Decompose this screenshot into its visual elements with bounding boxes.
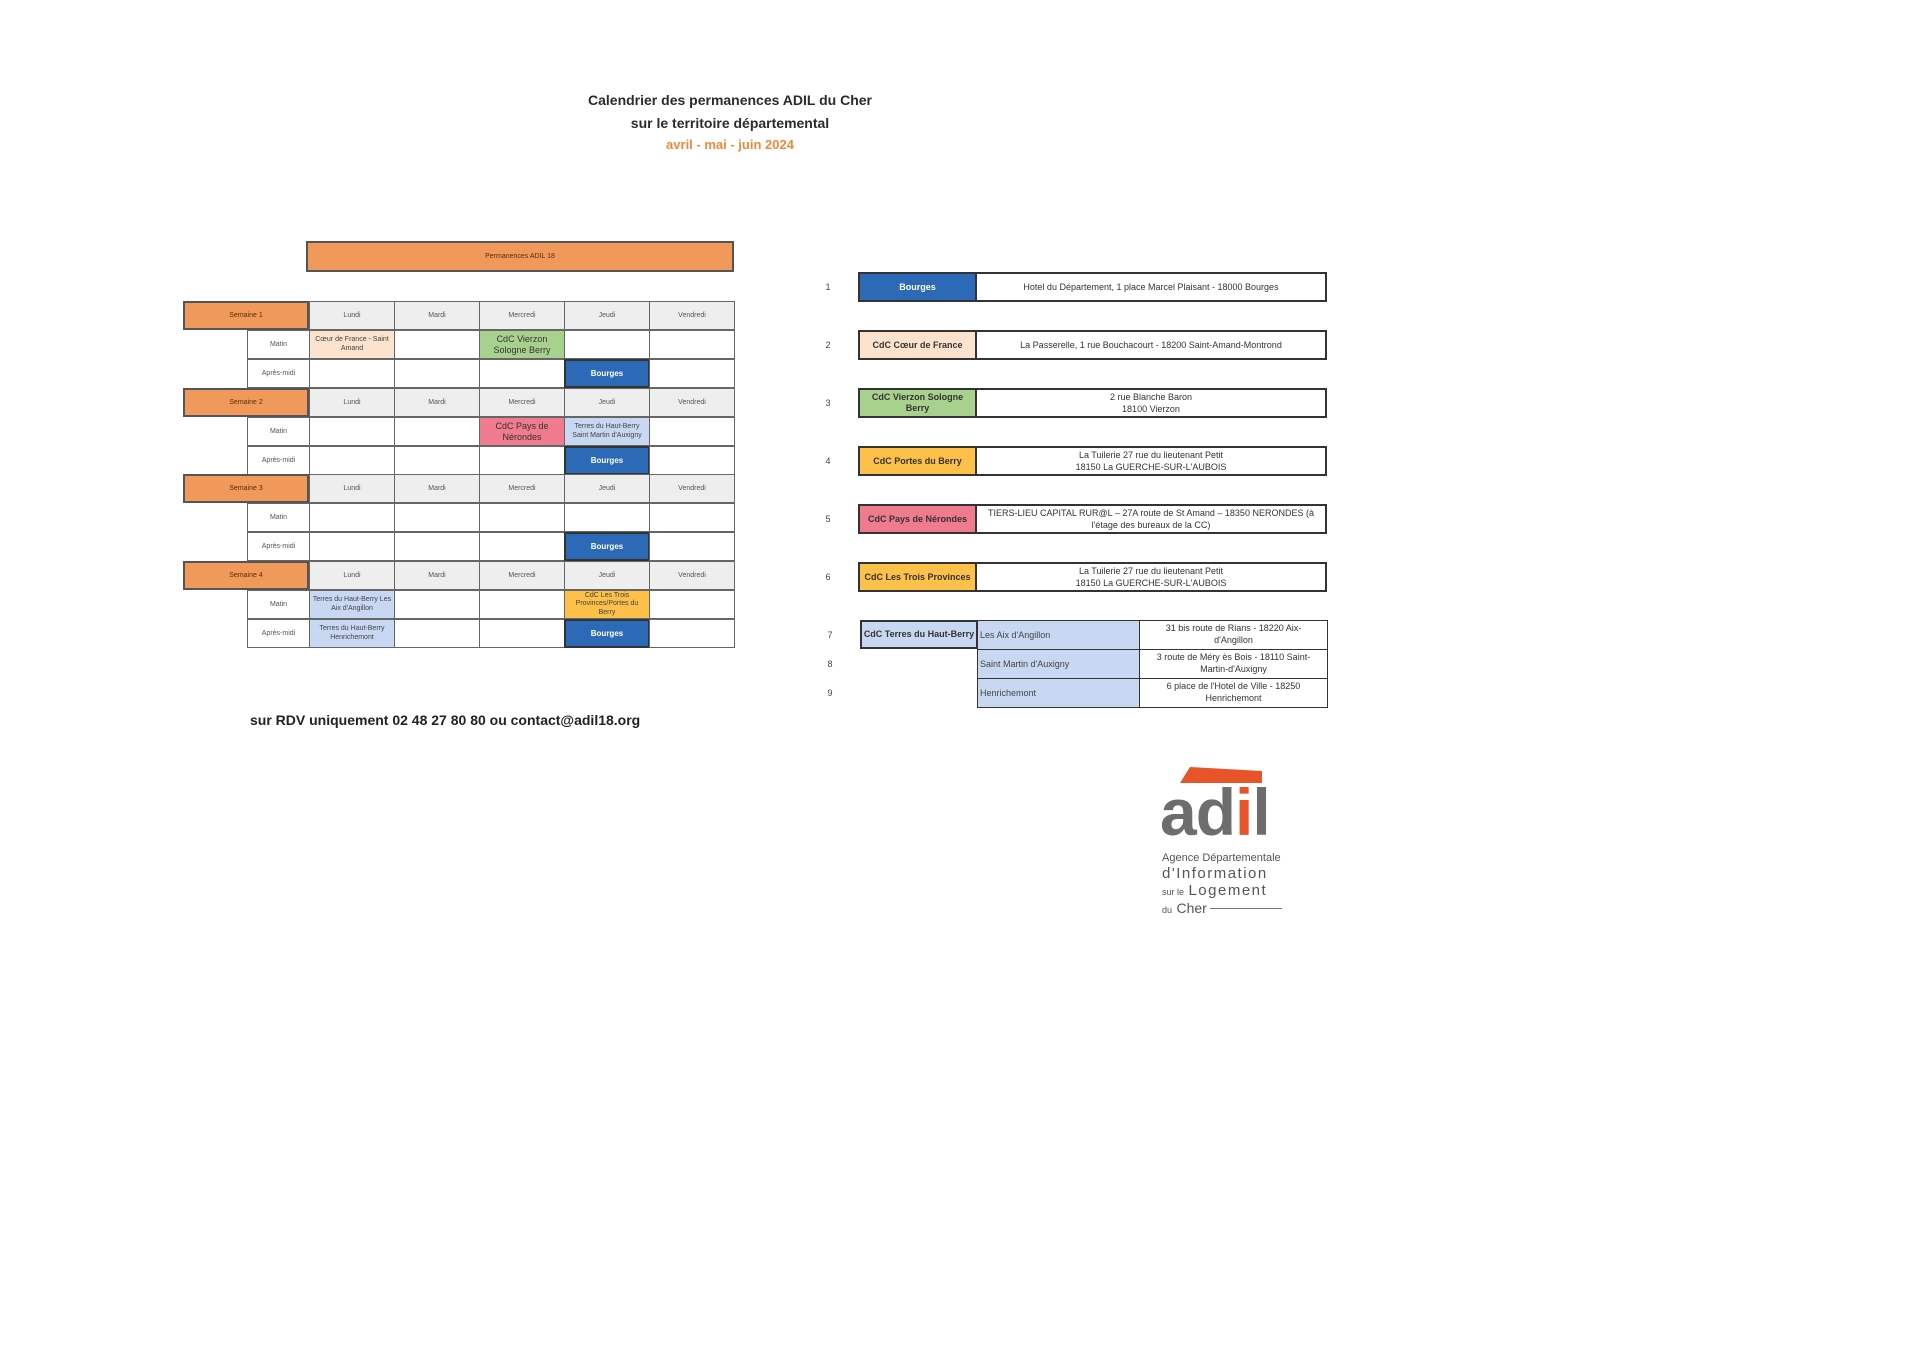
schedule-cell bbox=[649, 590, 735, 619]
day-header: Jeudi bbox=[564, 301, 650, 330]
bourges-cell: Bourges bbox=[564, 619, 650, 648]
legend-number: 6 bbox=[825, 572, 831, 582]
legend-sub-address: 3 route de Méry ès Bois - 18110 Saint- Martin-d'Auxigny bbox=[1139, 649, 1328, 679]
legend-name: Bourges bbox=[858, 272, 977, 302]
legend-number: 9 bbox=[827, 688, 833, 698]
week-label: Semaine 3 bbox=[183, 474, 309, 503]
schedule-cell bbox=[394, 359, 480, 388]
day-header: Mercredi bbox=[479, 474, 565, 503]
schedule-cell bbox=[649, 359, 735, 388]
legend-sub-address: 6 place de l'Hotel de Ville - 18250 Henrichemont bbox=[1139, 678, 1328, 708]
legend-number: 1 bbox=[825, 282, 831, 292]
schedule-cell bbox=[394, 446, 480, 475]
legend-address: La Tuilerie 27 rue du lieutenant Petit 18150 La GUERCHE-SUR-L'AUBOIS bbox=[977, 562, 1327, 592]
legend-address: 2 rue Blanche Baron 18100 Vierzon bbox=[977, 388, 1327, 418]
schedule-cell bbox=[394, 619, 480, 648]
schedule-cell bbox=[564, 503, 650, 532]
page-title: Calendrier des permanences ADIL du Cher bbox=[588, 92, 872, 108]
schedule-cell bbox=[309, 503, 395, 532]
logo-line-2: d'Information bbox=[1162, 865, 1268, 882]
schedule-cell bbox=[394, 532, 480, 561]
day-header: Jeudi bbox=[564, 474, 650, 503]
week-label: Semaine 4 bbox=[183, 561, 309, 590]
schedule-cell: Cœur de France - Saint Amand bbox=[309, 330, 395, 359]
day-header: Vendredi bbox=[649, 388, 735, 417]
schedule-banner: Permanences ADIL 18 bbox=[306, 241, 734, 272]
day-header: Vendredi bbox=[649, 301, 735, 330]
legend-sub-name: Henrichemont bbox=[977, 678, 1140, 708]
day-header: Mardi bbox=[394, 388, 480, 417]
day-header: Jeudi bbox=[564, 561, 650, 590]
slot-label: Après-midi bbox=[247, 532, 310, 561]
day-header: Vendredi bbox=[649, 474, 735, 503]
day-header: Mercredi bbox=[479, 301, 565, 330]
schedule-cell bbox=[479, 619, 565, 648]
legend-address: Hotel du Département, 1 place Marcel Plaisant - 18000 Bourges bbox=[977, 272, 1327, 302]
day-header: Mardi bbox=[394, 301, 480, 330]
day-header: Lundi bbox=[309, 388, 395, 417]
schedule-cell bbox=[564, 330, 650, 359]
bourges-cell: Bourges bbox=[564, 359, 650, 388]
schedule-cell bbox=[479, 446, 565, 475]
schedule-cell bbox=[479, 503, 565, 532]
legend-name: CdC Cœur de France bbox=[858, 330, 977, 360]
page-subtitle: sur le territoire départemental bbox=[630, 115, 830, 131]
schedule-cell bbox=[479, 359, 565, 388]
period: avril - mai - juin 2024 bbox=[666, 137, 794, 152]
schedule-cell bbox=[394, 417, 480, 446]
day-header: Vendredi bbox=[649, 561, 735, 590]
logo-line-1: Agence Départementale bbox=[1162, 852, 1281, 864]
day-header: Lundi bbox=[309, 474, 395, 503]
contact-line: sur RDV uniquement 02 48 27 80 80 ou contact@adil18.org bbox=[250, 712, 641, 728]
day-header: Mercredi bbox=[479, 388, 565, 417]
schedule-cell bbox=[479, 590, 565, 619]
slot-label: Matin bbox=[247, 590, 310, 619]
logo-line-4: du Cher bbox=[1162, 901, 1282, 918]
legend-number: 5 bbox=[825, 514, 831, 524]
schedule-cell bbox=[394, 330, 480, 359]
legend-sub-name: Les Aix d'Angillon bbox=[977, 620, 1140, 650]
schedule-cell bbox=[394, 503, 480, 532]
week-label: Semaine 1 bbox=[183, 301, 309, 330]
schedule-cell: CdC Pays de Nérondes bbox=[479, 417, 565, 446]
legend-name: CdC Vierzon Sologne Berry bbox=[858, 388, 977, 418]
day-header: Jeudi bbox=[564, 388, 650, 417]
slot-label: Matin bbox=[247, 330, 310, 359]
legend-name-haut-berry: CdC Terres du Haut-Berry bbox=[860, 620, 978, 649]
schedule-cell bbox=[649, 446, 735, 475]
schedule-cell bbox=[309, 359, 395, 388]
legend-number: 3 bbox=[825, 398, 831, 408]
slot-label: Matin bbox=[247, 503, 310, 532]
schedule-cell: Terres du Haut-Berry Henrichemont bbox=[309, 619, 395, 648]
schedule-cell: CdC Vierzon Sologne Berry bbox=[479, 330, 565, 359]
legend-number: 7 bbox=[827, 630, 833, 640]
schedule-cell bbox=[649, 619, 735, 648]
day-header: Mardi bbox=[394, 561, 480, 590]
legend-address: TIERS-LIEU CAPITAL RUR@L – 27A route de St Amand – 18350 NERONDES (à l'étage des bureaux de la CC) bbox=[977, 504, 1327, 534]
legend-number: 2 bbox=[825, 340, 831, 350]
schedule-cell bbox=[649, 503, 735, 532]
legend-number: 8 bbox=[827, 659, 833, 669]
adil-logo bbox=[1158, 765, 1308, 925]
schedule-cell bbox=[309, 417, 395, 446]
legend-sub-name: Saint Martin d'Auxigny bbox=[977, 649, 1140, 679]
schedule-cell bbox=[649, 417, 735, 446]
slot-label: Après-midi bbox=[247, 446, 310, 475]
week-label: Semaine 2 bbox=[183, 388, 309, 417]
legend-address: La Passerelle, 1 rue Bouchacourt - 18200 Saint-Amand-Montrond bbox=[977, 330, 1327, 360]
slot-label: Matin bbox=[247, 417, 310, 446]
legend-name: CdC Pays de Nérondes bbox=[858, 504, 977, 534]
schedule-cell bbox=[394, 590, 480, 619]
schedule-cell bbox=[309, 446, 395, 475]
bourges-cell: Bourges bbox=[564, 446, 650, 475]
schedule-cell bbox=[309, 532, 395, 561]
schedule-cell bbox=[649, 330, 735, 359]
day-header: Mercredi bbox=[479, 561, 565, 590]
logo-wordmark: adil bbox=[1160, 775, 1270, 849]
schedule-cell: Terres du Haut-Berry Saint Martin d'Auxigny bbox=[564, 417, 650, 446]
schedule-cell bbox=[479, 532, 565, 561]
day-header: Mardi bbox=[394, 474, 480, 503]
schedule-cell bbox=[649, 532, 735, 561]
day-header: Lundi bbox=[309, 301, 395, 330]
legend-name: CdC Portes du Berry bbox=[858, 446, 977, 476]
legend-sub-address: 31 bis route de Rians - 18220 Aix- d'Angillon bbox=[1139, 620, 1328, 650]
slot-label: Après-midi bbox=[247, 359, 310, 388]
legend-name: CdC Les Trois Provinces bbox=[858, 562, 977, 592]
slot-label: Après-midi bbox=[247, 619, 310, 648]
schedule-cell: CdC Les Trois Provinces/Portes du Berry bbox=[564, 590, 650, 619]
legend-number: 4 bbox=[825, 456, 831, 466]
logo-line-3: sur le Logement bbox=[1162, 882, 1268, 899]
schedule-cell: Terres du Haut-Berry Les Aix d'Angillon bbox=[309, 590, 395, 619]
bourges-cell: Bourges bbox=[564, 532, 650, 561]
day-header: Lundi bbox=[309, 561, 395, 590]
legend-address: La Tuilerie 27 rue du lieutenant Petit 18150 La GUERCHE-SUR-L'AUBOIS bbox=[977, 446, 1327, 476]
